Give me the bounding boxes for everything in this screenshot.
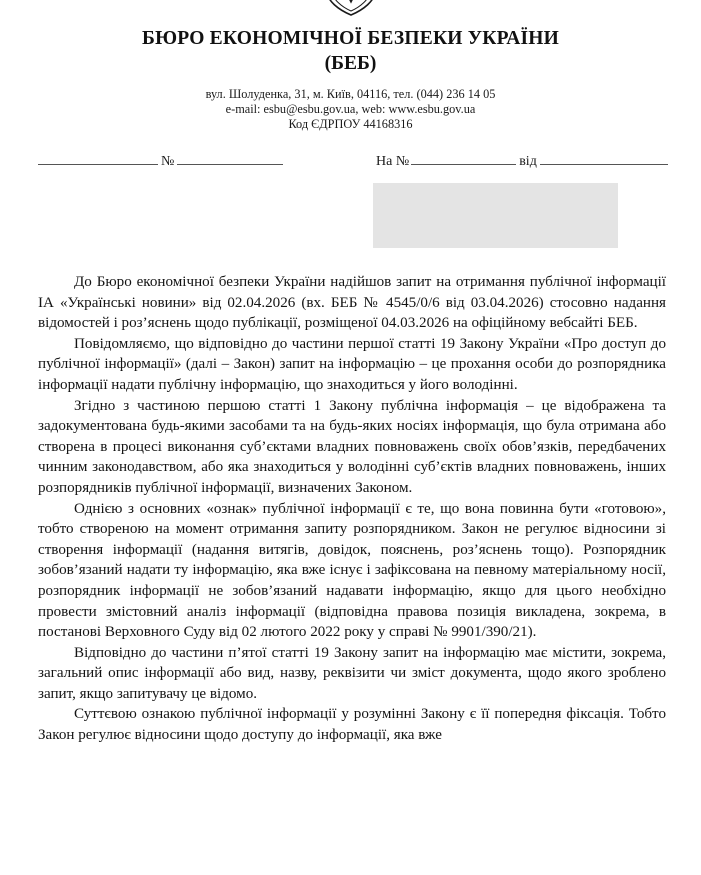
incoming-date-rule[interactable] <box>540 150 668 165</box>
document-body <box>38 272 666 746</box>
organization-title: БЮРО ЕКОНОМІЧНОЇ БЕЗПЕКИ УКРАЇНИ <box>141 28 559 49</box>
body-paragraph-1: До Бюро економічної безпеки України надійшов запит на отримання публічної інформації ІА «Українські новини» від 02.04.2026 (вх. БЕБ № 4545/0/6 від 03.04.2026) стосовно надання відомостей і роз’яснень щодо публікації, розміщеної 04.03.2026 на офіційному вебсайті БЕБ. <box>38 274 666 332</box>
emblem-container <box>0 0 701 18</box>
outgoing-number-rule[interactable] <box>177 150 283 165</box>
email-web-line: e-mail: esbu@esbu.gov.ua, web: www.esbu.gov.ua <box>225 102 476 117</box>
contact-block <box>0 87 701 133</box>
incoming-number-rule[interactable] <box>411 150 516 165</box>
body-paragraph-5: Відповідно до частини п’ятої статті 19 Закону запит на інформацію має містити, зокрема, загальний опис інформації або вид, назву, реквізити чи зміст документа, щодо якого зроблено запит, якщо запитувачу це відомо. <box>38 644 666 702</box>
body-paragraph-2: Повідомляємо, що відповідно до частини першої статті 19 Закону України «Про доступ до публічної інформації» (далі – Закон) запит на інформацію – це прохання особи до розпорядника інформації надати публічну інформацію, що знаходиться у його володінні. <box>38 335 666 393</box>
ukrainian-trident-shield-emblem <box>323 0 379 18</box>
body-paragraph-3: Згідно з частиною першою статті 1 Закону публічна інформація – це відображена та задокументована будь-якими засобами та на будь-яких носіях інформація, що була отримана або створена в процесі виконання суб’єктами владних повноважень своїх обов’язків, передбачених чинним законодавством, або яка знаходиться у володінні суб’єктів владних повноважень, інших розпорядників публічної інформації, визначених Законом. <box>38 397 666 496</box>
incoming-reference-group <box>372 150 668 170</box>
redacted-addressee-block <box>373 183 618 248</box>
outgoing-reference-group <box>38 150 283 170</box>
organization-abbreviation: (БЕБ) <box>324 53 377 74</box>
registry-code-line: Код ЄДРПОУ 44168316 <box>288 117 413 132</box>
body-paragraph-4: Однією з основних «ознак» публічної інформації є те, що вона повинна бути «готовою», тобто створеною на момент отримання запиту розпорядником. Закон не регулює відносини зі створення інформації (надання витягів, довідок, пояснень, роз’яснень тощо). Розпорядник зобов’язаний надати ту інформацію, яка вже існує і зафіксована на певному матеріальному носії, розпорядник інформації не зобов’язаний надавати інформацію, якщо для цього необхідно провести змістовний аналіз інформації (відповідна правова позиція викладена, зокрема, в постанові Верховного Суду від 02 лютого 2022 року у справі № 9901/390/21). <box>38 500 666 641</box>
outgoing-date-rule[interactable] <box>38 150 158 165</box>
address-line: вул. Шолуденка, 31, м. Київ, 04116, тел. (044) 236 14 05 <box>205 87 496 101</box>
reference-fields <box>0 150 701 174</box>
body-paragraph-6: Суттєвою ознакою публічної інформації у розумінні Закону є її попередня фіксація. Тобто Закон регулює відносини щодо доступу до інформації, яка вже <box>38 706 666 744</box>
reply-to-number-label: На № <box>376 154 410 169</box>
letterhead <box>0 26 701 133</box>
incoming-date-label: від <box>519 154 537 169</box>
number-symbol-label: № <box>161 154 175 169</box>
